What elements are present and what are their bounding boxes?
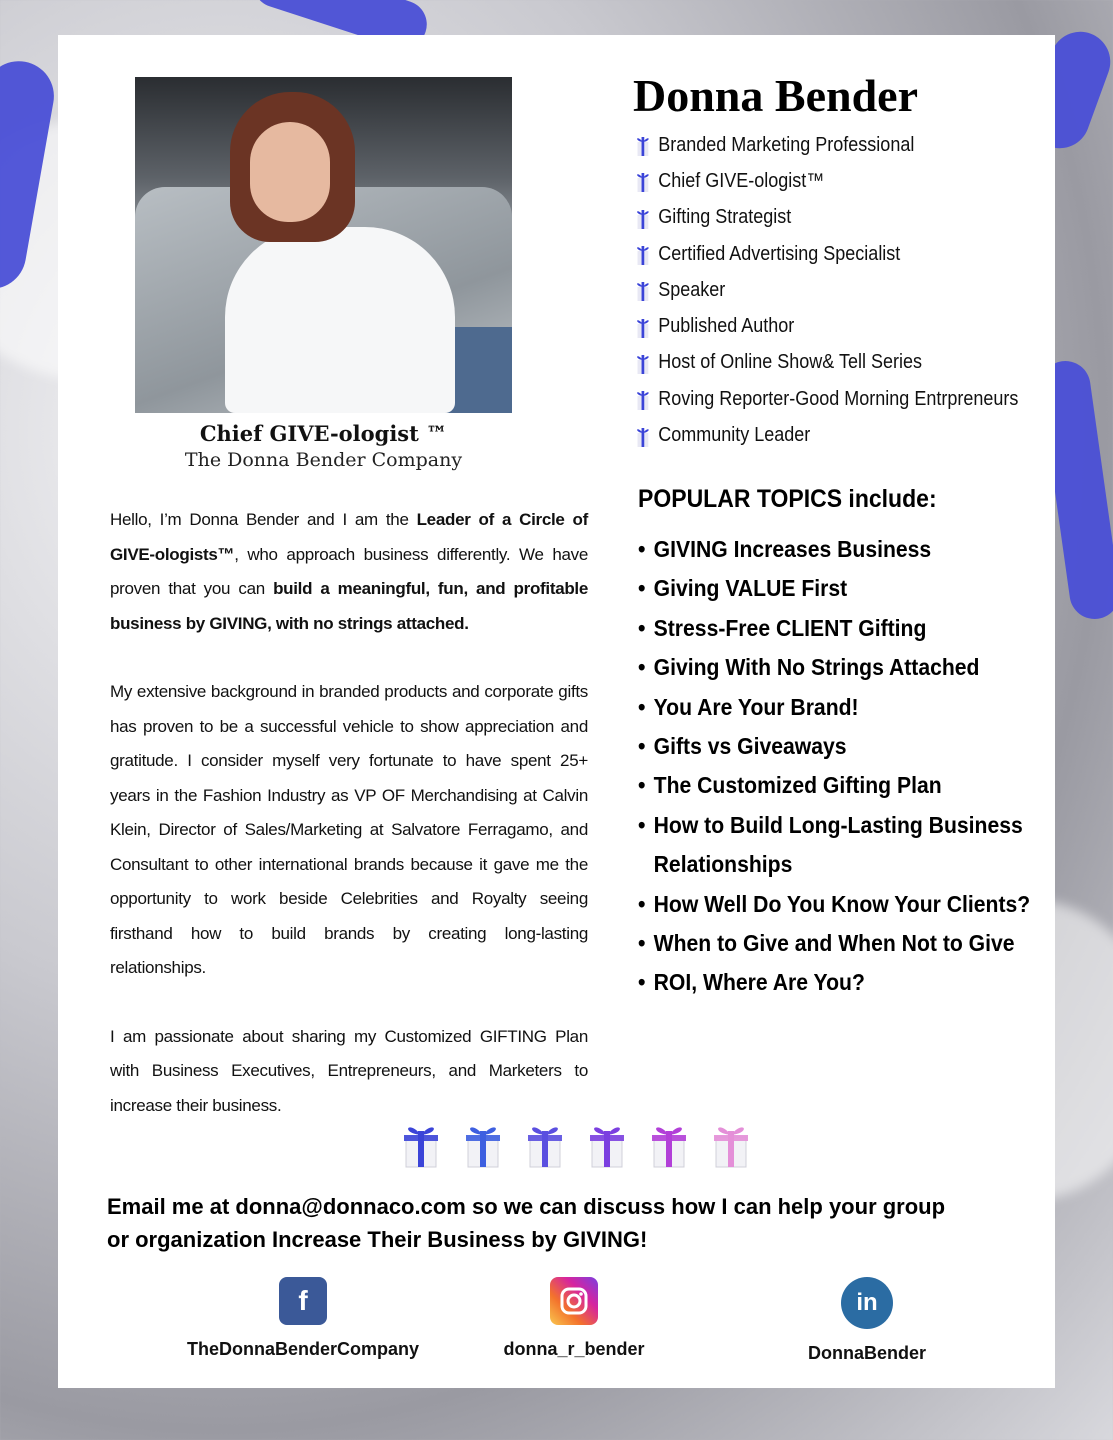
topic-item: • Giving With No Strings Attached — [638, 648, 1006, 687]
photo-caption-title: Chief GIVE-ologist ™ — [199, 421, 448, 446]
gift-box-icon — [396, 1117, 446, 1169]
role-item: Roving Reporter-Good Morning Entrpreneurs — [633, 381, 1018, 417]
topics-heading: POPULAR TOPICS include: — [638, 485, 937, 513]
linkedin-icon[interactable]: in — [841, 1277, 893, 1329]
gift-icon — [633, 278, 653, 302]
topic-item: • Stress-Free CLIENT Gifting — [638, 609, 1006, 648]
role-item: Branded Marketing Professional — [633, 127, 1018, 163]
topic-item: • The Customized Gifting Plan — [638, 766, 1006, 805]
gift-icon — [633, 387, 653, 411]
topic-item-continued: Relationships — [653, 851, 793, 878]
topic-item: • Giving VALUE First — [638, 569, 1006, 608]
role-item: Published Author — [633, 308, 1018, 344]
flyer-sheet — [58, 35, 1055, 1388]
facebook-icon[interactable]: f — [279, 1277, 327, 1325]
bio-paragraph: I am passionate about sharing my Customized GIFTING Plan with Business Executives, Entrepreneurs, and Marketers to increase their business. — [110, 1026, 588, 1115]
topic-item: • How to Build Long-Lasting Business — [638, 806, 1006, 845]
topic-item: • ROI, Where Are You? — [638, 963, 1006, 1002]
role-item: Host of Online Show& Tell Series — [633, 345, 1018, 381]
instagram-icon[interactable] — [550, 1277, 598, 1325]
gift-box-icon — [458, 1117, 508, 1169]
bio-section — [110, 503, 588, 1157]
topic-item: • Gifts vs Giveaways — [638, 727, 1006, 766]
gift-icon — [633, 242, 653, 266]
role-item: Certified Advertising Specialist — [633, 236, 1018, 272]
photo-caption-company: The Donna Bender Company — [184, 449, 463, 471]
facebook-handle[interactable]: TheDonnaBenderCompany — [186, 1339, 420, 1359]
social-instagram[interactable] — [454, 1277, 694, 1360]
gift-box-icon — [644, 1117, 694, 1169]
topic-item: • How Well Do You Know Your Clients? — [638, 885, 1006, 924]
instagram-handle[interactable]: donna_r_bender — [503, 1339, 645, 1359]
gift-box-icon — [706, 1117, 756, 1169]
role-item: Gifting Strategist — [633, 200, 1018, 236]
social-linkedin[interactable] — [747, 1277, 987, 1364]
topic-item: • When to Give and When Not to Give — [638, 924, 1006, 963]
gift-box-icon — [520, 1117, 570, 1169]
gift-icon — [633, 351, 653, 375]
gift-icon — [633, 315, 653, 339]
page-title: Donna Bender — [633, 70, 918, 121]
social-facebook[interactable] — [183, 1277, 423, 1360]
roles-list — [633, 127, 1061, 454]
role-item: Speaker — [633, 272, 1018, 308]
gift-icon — [633, 424, 653, 448]
gift-row — [396, 1117, 756, 1169]
topics-list — [638, 530, 1038, 1003]
topic-item: • GIVING Increases Business — [638, 530, 1006, 569]
gift-icon — [633, 133, 653, 157]
role-item: Community Leader — [633, 417, 1018, 453]
gift-box-icon — [582, 1117, 632, 1169]
bio-paragraph: Hello, I’m Donna Bender and I am the Leader of a Circle of GIVE-ologists™, who approach business differently. We have proven that you can build a meaningful, fun, and profitable business by GIVING, with no strings attached. — [110, 510, 589, 633]
role-item: Chief GIVE-ologist™ — [633, 163, 1018, 199]
gift-icon — [633, 206, 653, 230]
email-callout: Email me at donna@donnaco.com so we can discuss how I can help your group or organization Increase Their Business by GIVING! — [107, 1194, 946, 1252]
bio-paragraph: My extensive background in branded products and corporate gifts has proven to be a successful vehicle to show appreciation and gratitude. I consider myself very fortunate to have spent 25+ years in the Fashion Industry as VP OF Merchandising at Calvin Klein, Director of Sales/Marketing at Salvatore Ferragamo, and Consultant to other international brands because it gave me the opportunity to work beside Celebrities and Royalty seeing firsthand how to build brands by creating long-lasting relationships. — [110, 682, 588, 977]
gift-icon — [633, 169, 653, 193]
linkedin-handle[interactable]: DonnaBender — [807, 1343, 926, 1363]
topic-item: • You Are Your Brand! — [638, 688, 1006, 727]
profile-photo — [135, 77, 512, 413]
